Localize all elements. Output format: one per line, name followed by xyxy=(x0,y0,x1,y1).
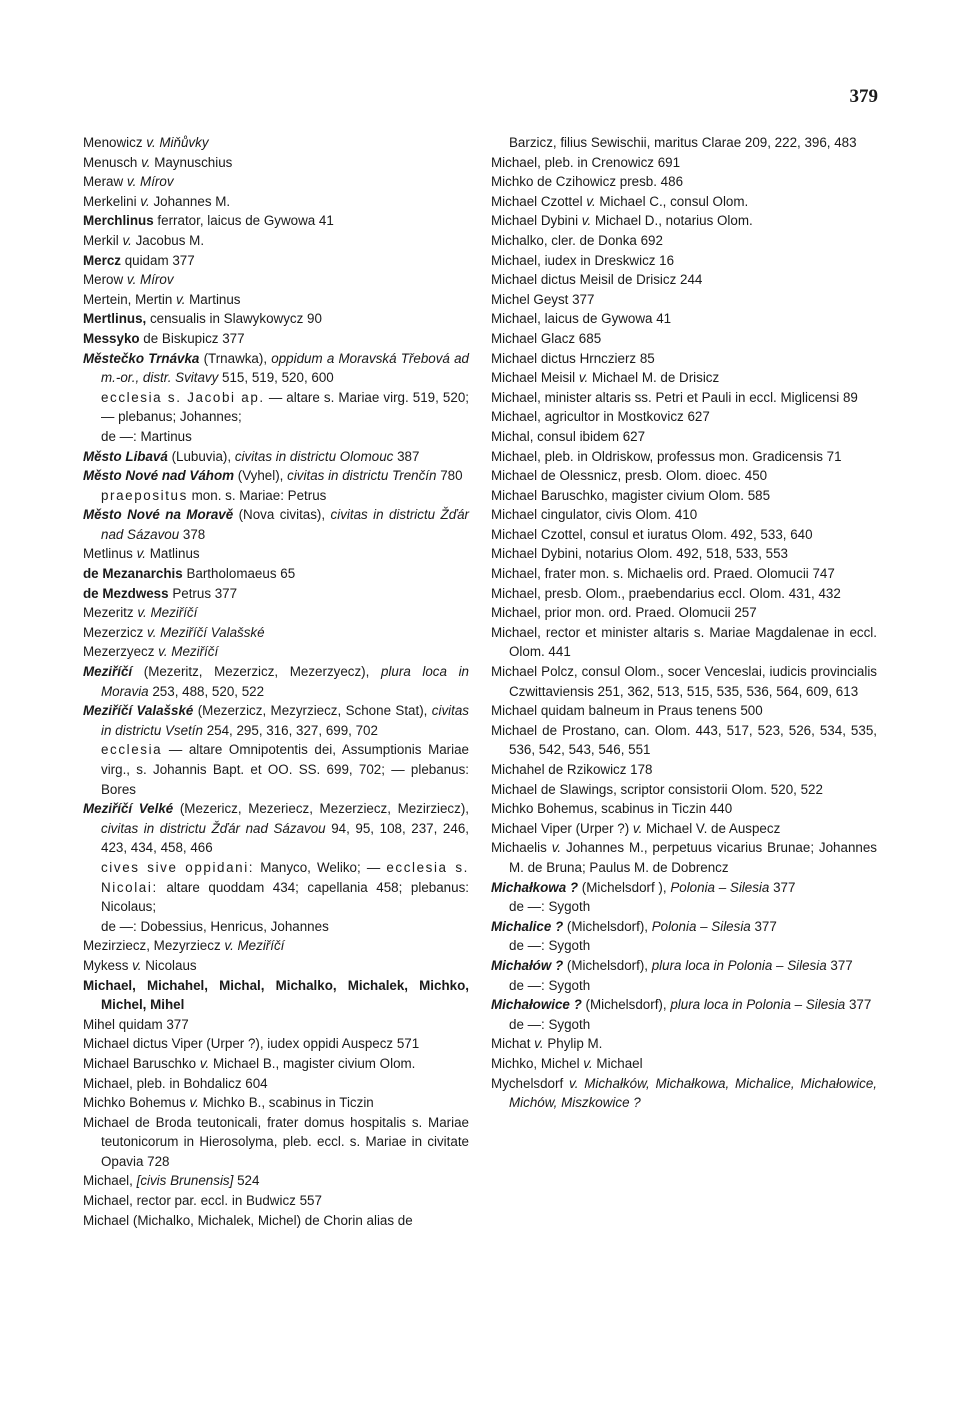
entry-text: Michałkowa ? xyxy=(491,879,579,895)
entry-text: Meziříčí xyxy=(83,664,133,680)
entry-text: Michko B., scabinus in Ticzin xyxy=(198,1095,374,1111)
entry-text: Michałowice ? xyxy=(491,997,582,1013)
entry-text: praepositus xyxy=(101,487,188,503)
entry-text: Mihel quidam 377 xyxy=(83,1016,189,1032)
index-entry xyxy=(83,309,469,329)
entry-text: Michahel de Rzikowicz 178 xyxy=(491,762,653,777)
entry-text: Michael, pleb. in Bohdalicz 604 xyxy=(83,1075,268,1091)
entry-text: Nicolaus xyxy=(141,957,197,973)
index-entry xyxy=(491,388,877,408)
entry-text: Michael Baruschko, magister civium Olom. 585 xyxy=(491,487,771,503)
index-entry xyxy=(491,290,877,310)
index-entry xyxy=(491,701,877,721)
entry-text: Město Nové na Moravě xyxy=(83,507,234,523)
entry-text: civitas in districtu Trenčín xyxy=(287,468,437,484)
index-entry xyxy=(491,956,877,976)
index-entry xyxy=(83,1093,469,1113)
entry-text: v. xyxy=(189,1095,199,1111)
index-entry xyxy=(491,270,877,290)
entry-text: Michael Czottel, consul et iuratus Olom. 492, 533, 640 xyxy=(491,526,813,542)
entry-text: 377 xyxy=(750,918,777,934)
entry-text: v. xyxy=(136,546,147,562)
index-entry xyxy=(83,329,469,349)
entry-text: plura loca in Moravia xyxy=(101,664,469,699)
entry-text: cives sive oppidani: xyxy=(101,859,255,875)
entry-text: Michael, rector par. eccl. in Budwicz 557 xyxy=(83,1193,322,1209)
entry-text: plura loca in Polonia – Silesia xyxy=(651,957,827,973)
entry-text: Michael quidam balneum in Praus tenens 500 xyxy=(491,703,763,719)
entry-text: Mertlinus, xyxy=(83,311,147,327)
index-entry xyxy=(83,564,469,584)
entry-text: Michael, Michahel, Michal, Michalko, Michalek, Michko, Michel, Mihel xyxy=(83,977,469,1013)
entry-text: altare quoddam 434; capellania 458; plebanus: Nicolaus; xyxy=(101,879,469,915)
entry-text: Merow xyxy=(83,272,127,288)
entry-text: (Lubuvia), xyxy=(167,448,235,464)
entry-text: Michael dictus Hrnczierz 85 xyxy=(491,350,655,366)
entry-text: 387 xyxy=(393,448,420,464)
index-entry xyxy=(491,721,877,760)
entry-text: 94, 95, 108, 237, 246, 423, 434, 458, 466 xyxy=(101,820,469,856)
entry-text: — altare Omnipotentis dei, Assumptionis Mariae virg., s. Johannis Bapt. et OO. SS. 699, 702; — plebanus: Bores xyxy=(101,742,469,797)
entry-text: Meziříčí Valašské xyxy=(83,703,194,719)
index-subentry xyxy=(83,858,469,917)
index-entry xyxy=(491,329,877,349)
index-subentry xyxy=(83,917,469,937)
entry-text: v. xyxy=(551,840,562,856)
entry-text: v. xyxy=(578,370,589,386)
entry-text: Michat xyxy=(491,1036,535,1052)
entry-text: Michael Dybini, notarius Olom. 492, 518, 533, 553 xyxy=(491,546,788,562)
entry-text: Martinus xyxy=(185,291,241,307)
index-entry xyxy=(491,231,877,251)
index-entry xyxy=(491,486,877,506)
entry-text: Meziříčí Velké xyxy=(83,801,174,817)
index-column-right xyxy=(491,133,877,1113)
entry-text: Michal, consul ibidem 627 xyxy=(491,428,646,444)
entry-text: 515, 519, 520, 600 xyxy=(218,370,334,386)
entry-text: Michael, pleb. in Crenowicz 691 xyxy=(491,154,681,170)
entry-text: de Mezdwess xyxy=(83,585,169,601)
entry-text: 377 xyxy=(845,997,872,1013)
index-entry xyxy=(83,1015,469,1035)
entry-text: ecclesia s. Nicolai: xyxy=(101,859,469,895)
entry-text: v. xyxy=(132,957,142,973)
entry-text: Johannes M., perpetuus vicarius Brunae; Johannes M. de Bruna; Paulus M. de Dobrencz xyxy=(509,840,877,875)
index-entry xyxy=(491,662,877,701)
entry-text: Michael V. de Auspecz xyxy=(642,820,781,836)
index-entry xyxy=(83,211,469,231)
entry-text: Messyko xyxy=(83,330,140,346)
entry-text: civitas in districtu Vsetín xyxy=(101,703,469,738)
entry-text: v. Meziříčí xyxy=(137,605,198,621)
entry-text: 378 xyxy=(179,526,206,542)
entry-text: v. xyxy=(581,213,592,229)
entry-text: (Michelsdorf), xyxy=(581,997,671,1013)
entry-text: ferrator, laicus de Gywowa 41 xyxy=(153,213,334,229)
entry-text: 780 xyxy=(436,468,463,484)
index-entry xyxy=(83,603,469,623)
entry-text: v. Meziříčí xyxy=(224,938,285,954)
entry-text: Michael, frater mon. s. Michaelis ord. Praed. Olomucii 747 xyxy=(491,566,835,582)
index-subentry xyxy=(83,486,469,506)
entry-text: Michaelis xyxy=(491,840,552,856)
index-entry xyxy=(491,172,877,192)
index-entry xyxy=(83,133,469,153)
index-subentry xyxy=(491,133,877,153)
entry-text: ecclesia s. Jacobi ap. xyxy=(101,389,265,405)
entry-text: Michael, pleb. in Oldriskow, professus mon. Gradicensis 71 xyxy=(491,448,842,464)
index-entry xyxy=(83,505,469,544)
entry-text: Michael, prior mon. ord. Praed. Olomucii 257 xyxy=(491,605,757,621)
index-entry xyxy=(491,838,877,877)
index-subentry xyxy=(491,976,877,996)
index-entry xyxy=(83,1191,469,1211)
index-entry xyxy=(83,642,469,662)
entry-text: Michko, Michel xyxy=(491,1055,584,1071)
entry-text: Mezerzicz xyxy=(83,624,147,640)
entry-text: Bartholomaeus 65 xyxy=(182,566,296,582)
index-entry xyxy=(491,466,877,486)
index-entry xyxy=(491,407,877,427)
entry-text: (Trnawka), xyxy=(199,350,272,366)
entry-text: quidam 377 xyxy=(120,252,195,268)
entry-text: v. Meziříčí Valašské xyxy=(147,624,265,640)
index-entry xyxy=(491,917,877,937)
entry-text: v. Mírov xyxy=(126,272,174,288)
entry-text: Merkil xyxy=(83,232,123,248)
entry-text: Mykess xyxy=(83,957,133,973)
index-subentry xyxy=(491,897,877,917)
entry-text: Michael, iudex in Dreskwicz 16 xyxy=(491,252,675,268)
index-entry xyxy=(83,584,469,604)
entry-text: Merkelini xyxy=(83,193,141,209)
index-column-left xyxy=(83,133,469,1230)
index-entry xyxy=(491,584,877,604)
entry-text: civitas in districtu Olomouc xyxy=(234,448,394,464)
entry-text: 253, 488, 520, 522 xyxy=(148,683,265,699)
entry-text: Michael, laicus de Gywowa 41 xyxy=(491,311,672,327)
index-entry xyxy=(83,936,469,956)
entry-text: Matlinus xyxy=(146,546,200,562)
entry-text: Město Nové nad Váhom xyxy=(83,468,235,484)
index-entry xyxy=(491,251,877,271)
index-subentry xyxy=(491,936,877,956)
index-entry xyxy=(83,662,469,701)
entry-text: (Michelsdorf ), xyxy=(578,879,671,895)
entry-text: Michael B., magister civium Olom. xyxy=(209,1055,416,1071)
index-entry xyxy=(491,1034,877,1054)
index-entry xyxy=(83,192,469,212)
index-entry xyxy=(83,701,469,740)
entry-text: Michael dictus Viper (Urper ?), iudex oppidi Auspecz 571 xyxy=(83,1036,420,1052)
entry-text: Michael, rector et minister altaris s. Mariae Magdalenae in eccl. Olom. 441 xyxy=(491,624,877,660)
entry-text: v. xyxy=(632,820,643,836)
entry-text: v. Michałków, Michałkowa, Michalice, Michałowice, Michów, Miszkowice ? xyxy=(509,1075,877,1111)
entry-text: Městečko Trnávka xyxy=(83,350,200,366)
entry-text: Metlinus xyxy=(83,546,137,562)
index-entry xyxy=(491,349,877,369)
entry-text: v. xyxy=(176,291,186,307)
entry-text: Mychelsdorf xyxy=(491,1075,569,1091)
entry-text: Petrus 377 xyxy=(168,585,238,601)
entry-text: civitas in districtu Žďár nad Sázavou xyxy=(101,507,469,542)
index-entry xyxy=(83,1034,469,1054)
entry-text: (Mezericz, Mezeriecz, Mezerziecz, Mezirziecz), xyxy=(173,801,470,817)
index-entry xyxy=(491,878,877,898)
entry-text: 524 xyxy=(233,1173,260,1189)
entry-text: 377 xyxy=(769,879,796,895)
entry-text: Michael, minister altaris ss. Petri et Pauli in eccl. Miglicensi 89 xyxy=(491,389,858,405)
entry-text: — altare s. Mariae virg. 519, 520; — plebanus; Johannes; xyxy=(101,389,469,425)
entry-text: de Biskupicz 377 xyxy=(139,330,245,346)
index-entry xyxy=(491,564,877,584)
index-entry xyxy=(491,505,877,525)
index-entry xyxy=(83,1171,469,1191)
index-entry xyxy=(83,544,469,564)
entry-text: (Mezerzicz, Mezyrziecz, Schone Stat), xyxy=(193,703,432,719)
entry-text: Michael de Broda teutonicali, frater domus hospitalis s. Mariae teutonicorum in Hierosolyma, pleb. eccl. s. Mariae in civitate Opavia 728 xyxy=(83,1114,469,1169)
index-entry xyxy=(83,270,469,290)
entry-text: Michko Bohemus xyxy=(83,1095,190,1111)
entry-text: Michael D., notarius Olom. xyxy=(591,213,753,229)
index-entry xyxy=(83,172,469,192)
index-entry xyxy=(83,153,469,173)
entry-text: Michael Czottel xyxy=(491,193,587,209)
entry-text: de —: Sygoth xyxy=(509,977,591,993)
entry-text: v. xyxy=(586,193,596,209)
index-entry xyxy=(83,976,469,1015)
entry-text: [civis Brunensis] xyxy=(136,1173,234,1189)
index-entry xyxy=(491,211,877,231)
index-subentry xyxy=(491,1015,877,1035)
entry-text: Michko Bohemus, scabinus in Ticzin 440 xyxy=(491,801,733,817)
entry-text: v. xyxy=(141,154,151,170)
entry-text: (Michelsdorf), xyxy=(563,918,652,934)
index-entry xyxy=(491,799,877,819)
index-entry xyxy=(491,153,877,173)
entry-text: Mercz xyxy=(83,252,121,268)
entry-text: Michalko, cler. de Donka 692 xyxy=(491,232,663,248)
index-entry xyxy=(491,192,877,212)
entry-text: Michael de Olessnicz, presb. Olom. dioec. 450 xyxy=(491,468,768,484)
entry-text: Michael Polcz, consul Olom., socer Venceslai, iudicis provincialis Czwittaviensis 251, 362, 513, 515, 535, 536, 564, 609, 613 xyxy=(491,664,877,699)
index-entry xyxy=(83,349,469,388)
index-entry xyxy=(83,956,469,976)
index-entry xyxy=(491,760,877,780)
entry-text: Michael de Prostano, can. Olom. 443, 517, 523, 526, 534, 535, 536, 542, 543, 546, 551 xyxy=(491,722,877,758)
index-entry xyxy=(83,466,469,486)
entry-text: v. Miňůvky xyxy=(146,135,209,150)
entry-text: Michael Baruschko xyxy=(83,1055,200,1071)
entry-text: Michael, xyxy=(83,1173,137,1189)
entry-text: (Nova civitas), xyxy=(233,507,331,523)
entry-text: Menowicz xyxy=(83,135,147,150)
entry-text: Mezerzyecz xyxy=(83,644,159,660)
index-entry xyxy=(83,623,469,643)
entry-text: Michael Glacz 685 xyxy=(491,330,602,346)
entry-text: 377 xyxy=(826,957,853,973)
entry-text: (Michelsdorf), xyxy=(563,957,652,973)
index-entry xyxy=(83,447,469,467)
entry-text: (Mezeritz, Mezerzicz, Mezerzyecz), xyxy=(132,664,381,680)
index-entry xyxy=(83,1211,469,1231)
entry-text: Menusch xyxy=(83,154,142,170)
entry-text: mon. s. Mariae: Petrus xyxy=(187,487,327,503)
index-entry xyxy=(491,1074,877,1113)
index-entry xyxy=(491,368,877,388)
entry-text: Polonia – Silesia xyxy=(651,918,751,934)
entry-text: Merchlinus xyxy=(83,213,154,229)
index-entry xyxy=(83,1074,469,1094)
entry-text: de —: Sygoth xyxy=(509,899,591,915)
index-entry xyxy=(83,290,469,310)
entry-text: Michalice ? xyxy=(491,918,564,934)
entry-text: Michael, agricultor in Mostkovicz 627 xyxy=(491,409,710,425)
index-entry xyxy=(491,525,877,545)
index-subentry xyxy=(83,427,469,447)
entry-text: Jacobus M. xyxy=(131,232,205,248)
entry-text: oppidum a Moravská Třebová ad m.-or., distr. Svitavy xyxy=(101,350,469,386)
entry-text: Maynuschius xyxy=(150,154,233,170)
entry-text: v. xyxy=(122,232,132,248)
entry-text: Michael Dybini xyxy=(491,213,582,229)
entry-text: de —: Martinus xyxy=(101,428,192,444)
entry-text: Michel Geyst 377 xyxy=(491,291,595,307)
index-entry xyxy=(83,1113,469,1172)
entry-text: v. Mírov xyxy=(126,174,174,190)
index-entry xyxy=(491,780,877,800)
entry-text: Michael (Michalko, Michalek, Michel) de Chorin alias de xyxy=(83,1212,413,1228)
entry-text: Mertein, Mertin xyxy=(83,291,177,307)
entry-text: Phylip M. xyxy=(543,1036,603,1052)
entry-text: Mezirziecz, Mezyrziecz xyxy=(83,938,225,954)
entry-text: de —: Sygoth xyxy=(509,1016,591,1032)
entry-text: Manyco, Weliko; — xyxy=(254,859,387,875)
entry-text: Michko de Czihowicz presb. 486 xyxy=(491,174,684,190)
entry-text: Michael de Slawings, scriptor consistorii Olom. 520, 522 xyxy=(491,781,823,797)
entry-text: v. Meziříčí xyxy=(158,644,219,660)
entry-text: v. xyxy=(140,193,150,209)
index-entry xyxy=(491,995,877,1015)
index-entry xyxy=(491,819,877,839)
entry-text: Meraw xyxy=(83,174,127,190)
entry-text: v. xyxy=(199,1055,210,1071)
entry-text: Michael M. de Drisicz xyxy=(588,370,720,386)
entry-text: Michael xyxy=(592,1055,643,1071)
entry-text: v. xyxy=(534,1036,544,1052)
entry-text: ecclesia xyxy=(101,742,163,758)
entry-text: Polonia – Silesia xyxy=(670,879,770,895)
index-entry xyxy=(491,544,877,564)
index-entry xyxy=(83,251,469,271)
entry-text: de Mezanarchis xyxy=(83,566,183,582)
entry-text: Mezeritz xyxy=(83,605,138,621)
entry-text: censualis in Slawykowycz 90 xyxy=(146,311,322,327)
entry-text: Michael C., consul Olom. xyxy=(595,193,749,209)
page-number: 379 xyxy=(849,86,878,107)
entry-text: plura loca in Polonia – Silesia xyxy=(670,997,846,1013)
entry-text: Michael Viper (Urper ?) xyxy=(491,820,633,836)
index-entry xyxy=(491,623,877,662)
entry-text: de —: Dobessius, Henricus, Johannes xyxy=(101,918,329,934)
index-entry xyxy=(491,447,877,467)
entry-text: civitas in districtu Žďár nad Sázavou xyxy=(101,820,326,836)
index-subentry xyxy=(83,740,469,799)
entry-text: de —: Sygoth xyxy=(509,938,591,954)
entry-text: Michałów ? xyxy=(491,957,564,973)
entry-text: Michael, presb. Olom., praebendarius eccl. Olom. 431, 432 xyxy=(491,585,841,601)
entry-text: Michael cingulator, civis Olom. 410 xyxy=(491,507,698,523)
entry-text: Michael Meisil xyxy=(491,370,579,386)
entry-text: Barzicz, filius Sewischii, maritus Clarae 209, 222, 396, 483 xyxy=(509,135,857,150)
index-entry xyxy=(491,1054,877,1074)
index-entry xyxy=(491,309,877,329)
index-entry xyxy=(83,1054,469,1074)
entry-text: 254, 295, 316, 327, 699, 702 xyxy=(202,722,378,738)
index-subentry xyxy=(83,388,469,427)
entry-text: (Vyhel), xyxy=(234,468,288,484)
entry-text: Johannes M. xyxy=(149,193,231,209)
index-entry xyxy=(491,427,877,447)
entry-text: Michael dictus Meisil de Drisicz 244 xyxy=(491,272,703,288)
index-entry xyxy=(83,231,469,251)
index-entry xyxy=(83,799,469,858)
entry-text: v. xyxy=(583,1055,593,1071)
entry-text: Město Libavá xyxy=(83,448,168,464)
index-entry xyxy=(491,603,877,623)
